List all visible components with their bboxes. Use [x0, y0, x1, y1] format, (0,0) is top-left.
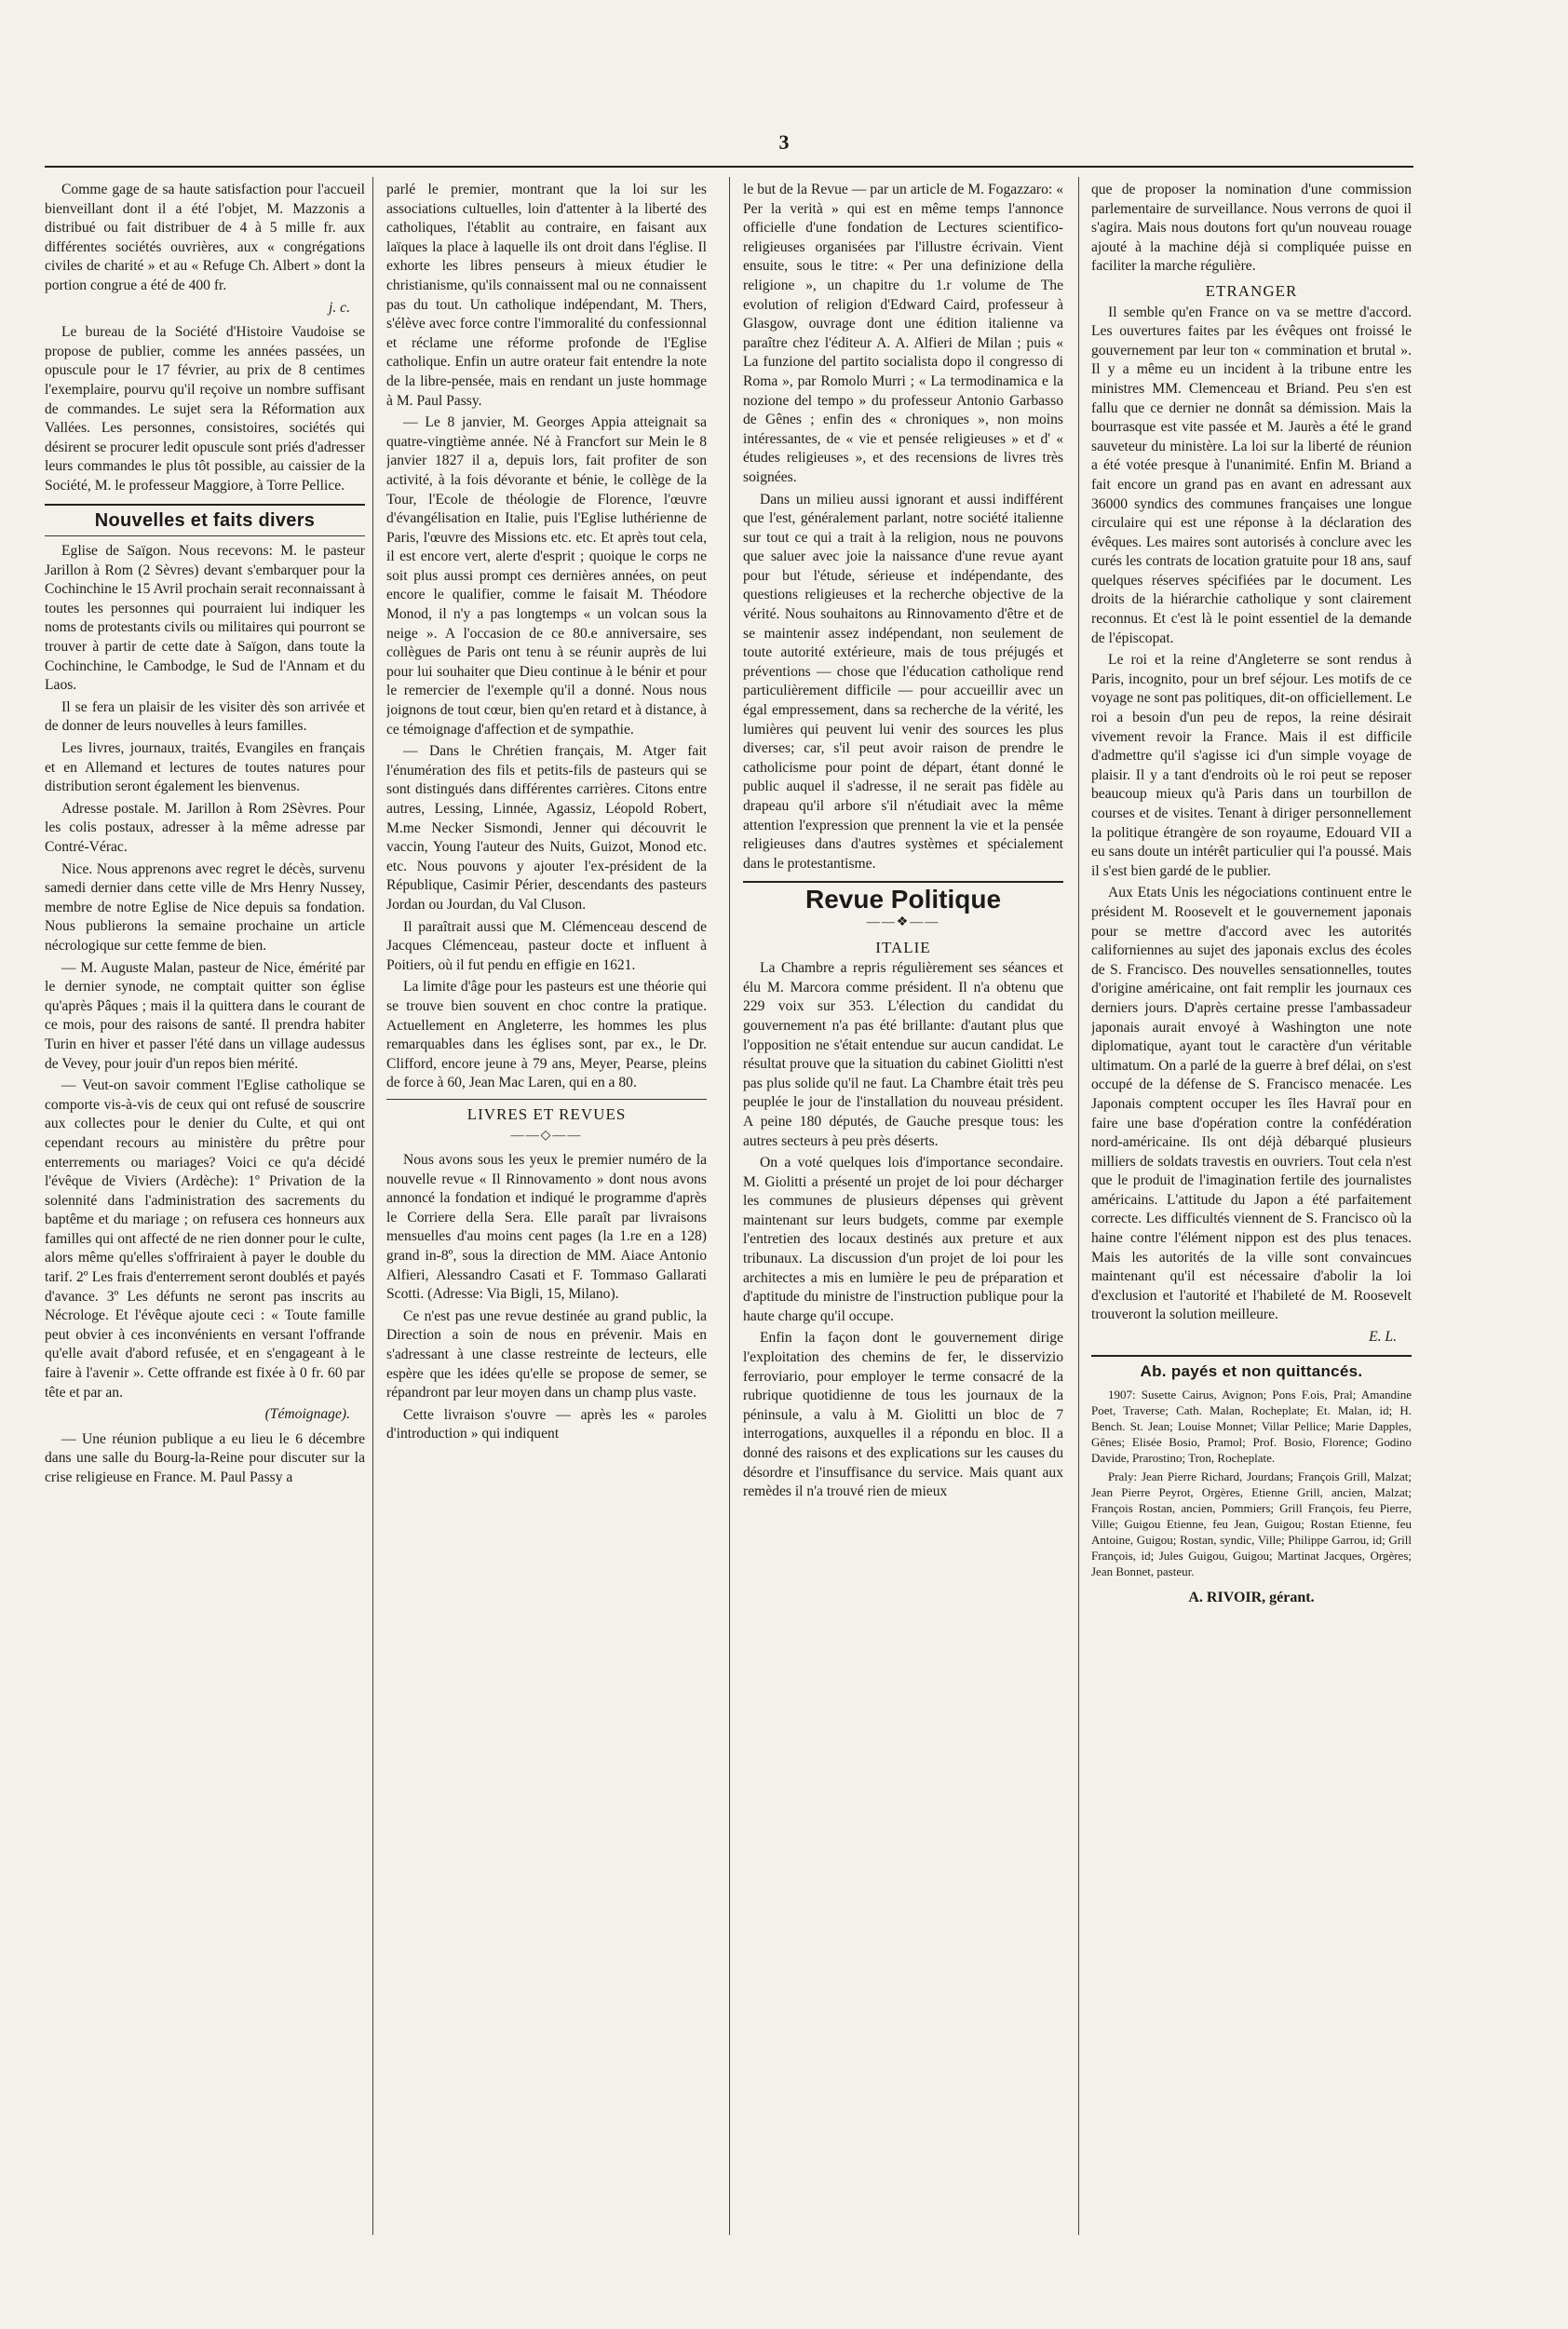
paragraph: — Le 8 janvier, M. Georges Appia atteignait sa quatre-vingtième année. Né à Francfort sur Mein le 8 janvier 1827 il a, depuis lors, fait profiter de son activité, à la fois dévorante et bénie, le collège de la Tour, l'Ecole de théologie de Florence, l'œuvre d'évangélisation en Italie, puis l'Eglise luthérienne de Paris, l'œuvre des Missions etc. etc. Et après tout cela, il est encore vert, alerte d'esprit ; quoique le corps ne soit plus aussi prompt ces dernières années, on peut encore le qualifier, comme le faisait M. Théodore Monod, il n'y a pas longtemps « un volcan sous la neige ». A l'occasion de ce 80.e anniversaire, ses collègues de Paris ont tenu à se réunir auprès de lui pour lui souhaiter que Dieu continue à le bénir et pour le remercier de l'exemple qu'il a donné. Nous nous joignons de tout cœur, bien qu'en retard et à distance, à ce témoignage d'affection et de sympathie.: [386, 414, 707, 738]
column-2: [386, 181, 707, 2234]
paragraph: Nous avons sous les yeux le premier numéro de la nouvelle revue « Il Rinnovamento » dont nous avons annoncé la fondation et indiqué le programme d'après le Corriere della Sera. Elle paraît par livraisons mensuelles d'au moins cent pages (la 1.re en a 128) grand in-8º, sous la direction de MM. Aiace Antonio Alfieri, Alessandro Casati et F. Tommaso Gallarati Scotti. (Adresse: Via Bigli, 15, Milano).: [386, 1152, 707, 1303]
column-divider: [1078, 177, 1079, 2235]
paragraph: Les livres, journaux, traités, Evangiles en français et en Allemand et lectures de toutes natures pour distribution seront également les bienvenus.: [45, 740, 365, 795]
section-rule: [1091, 1355, 1412, 1357]
paragraph: Eglise de Saïgon. Nous recevons: M. le pasteur Jarillon à Rom (2 Sèvres) devant s'embarquer pour la Cochinchine le 15 Avril prochain serait reconnaissant à toutes les personnes qui pourraient lui indiquer les noms de protestants civils ou militaires qui pourront se trouver à partir de cette date à Saïgon, dans toute la Cochinchine, le Cambodge, le Sud de l'Annam et du Laos.: [45, 543, 365, 694]
paragraph: On a voté quelques lois d'importance secondaire. M. Giolitti a présenté un projet de loi pour décharger les communes de plusieurs dépenses qui grèvent maintenant sur leurs budgets, comme par exemple l'entretien des locaux destinés aux preture et aux tribunaux. La discussion d'un projet de loi pour les architectes a mis en lumière le peu de préparation et d'aptitude du ministre de l'instruction publique pour la haute charge qu'il occupe.: [743, 1155, 1063, 1324]
ornament-icon: ——❖——: [866, 914, 940, 929]
paragraph: Adresse postale. M. Jarillon à Rom 2Sèvres. Pour les colis postaux, adresser à la même adresse par Contré-Vérac.: [45, 800, 365, 855]
paragraph: La Chambre a repris régulièrement ses séances et élu M. Marcora comme président. Il n'a obtenu que 229 voix sur 353. L'élection du candidat du gouvernement n'a pas été brillante: d'autant plus que l'opposition ne s'était entendue sur aucun candidat. Le résultat prouve que la situation du cabinet Giolitti n'est pas plus solide qu'il ne faut. La Chambre était très peu peuplée le jour de l'installation du nouveau président. A peine 180 députés, de Gauche presque tous: les autres secteurs à peu près déserts.: [743, 960, 1063, 1149]
paragraph: que de proposer la nomination d'une commission parlementaire de surveillance. Nous verrons de quoi il s'agira. Mais nous doutons fort qu'un nouveau rouage ajouté à la machine déjà si compliquée puisse en faciliter la marche régulière.: [1091, 182, 1412, 275]
section-title: LIVRES ET REVUES: [466, 1104, 627, 1123]
column-divider: [729, 177, 730, 2235]
paragraph: Dans un milieu aussi ignorant et aussi indifférent que l'est, généralement parlant, notre société italienne sur tout ce qui a trait à la religion, nous ne pouvons que saluer avec joie la naissance d'une revue ayant pour but l'étude, sérieuse et indépendante, des questions religieuses et la recherche objective de la vérité. Nous souhaitons au Rinnovamento d'être et de se maintenir assez indépendant, non seulement de toute autorité extérieure, mais de tous préjugés et préventions — chose que l'éducation catholique rend particulièrement difficile — pour accueillir avec un égal empressement, dans sa recherche de la vérité, les lumières qui peuvent lui venir des sources les plus diverses; car, s'il peut avoir raison de prendre le catholicisme pour point de départ, étant donné le public auquel il s'adresse, il ne serait pas fidèle au drapeau qu'il arbore s'il n'étudiait avec la même attention l'expression que prennent la vie et la pensée religieuses dans d'autres systèmes et spécialement dans le protestantisme.: [743, 491, 1063, 872]
subscriber-list: 1907: Susette Cairus, Avignon; Pons F.ois, Pral; Amandine Poet, Traverse; Cath. Malan, Rocheplate; Et. Malan, id; H. Bench. St. Jean; Louise Monnet; Villar Pellice; Marie Dapples, Gênes; Elisée Bosio, Pramol; Prof. Bosio, Florence; Godino Davide, Prarostino; Tron, Rocheplate.: [1091, 1388, 1412, 1466]
signature: E. L.: [1369, 1329, 1397, 1346]
paragraph: le but de la Revue — par un article de M. Fogazzaro: « Per la verità » qui est en même temps l'annonce officielle d'une fondation de Lectures scientifico-religieuses organisées par l'illustre écrivain. Vient ensuite, sous le titre: « Per una definizione della religione », un chapitre du 1.r volume de The evolution of religion d'Edward Caird, professeur à Glasgow, ouvrage dont une édition italienne va paraître chez l'éditeur A. A. Alfieri de Milan ; puis « La funzione del partito socialista dopo il congresso di Roma », par Romolo Murri ; « La termodinamica e la nozione del tempo » du professeur Antonio Garbasso de Gênes ; enfin des « chroniques », non moins intéressantes, de « vie et pensée religieuses » et d' « études religieuses », et des recensions de livres très soignées.: [743, 182, 1063, 485]
subscriber-list: Praly: Jean Pierre Richard, Jourdans; François Grill, Malzat; Jean Pierre Peyrot, Orgères, Etienne Grill, ancien, Malzat; François Rostan, ancien, Pommiers; Grill François, feu Pierre, Ville; Guigou Etienne, feu Jean, Guigou; Rostan Etienne, feu Antoine, Guigou; Rostan, syndic, Ville; Philippe Garrou, id; Grill François, id; Jules Guigou, Guigou; Martinat Jacques, Orgères; Jean Bonnet, pasteur.: [1091, 1469, 1412, 1579]
page-number: 3: [778, 130, 790, 154]
paragraph: Il paraîtrait aussi que M. Clémenceau descend de Jacques Clémenceau, pasteur docte et influent à Poitiers, où il fut pendu en effigie en 1621.: [386, 918, 707, 973]
paragraph: — Veut-on savoir comment l'Eglise catholique se comporte vis-à-vis de ceux qui ont refusé de souscrire aux collectes pour le denier du Culte, et qui ont cependant recours au ministère du prêtre pour enterrements ou mariages? Voici ce qu'a décidé l'évêque de Viviers (Ardèche): 1º Privation de la solennité dans l'administration des sacrements du baptême et du mariage ; on refusera ces honneurs aux familles qui ont affecté de ne rien donner pour le culte, alors même qu'elles s'offriraient à payer le double du tarif. 2º Les frais d'enterrement seront doublés et payés d'avance. 3º Les défunts ne seront pas inscrits au Nécrologe. Et l'évêque ajoute ceci : « Toute famille peut obvier à ces inconvénients en versant l'offrande qu'elle avait d'abord refusée, et en s'engageant à le faire à l'avenir ». Cette offrande est fixée à 0 fr. 60 par tête et par an.: [45, 1077, 365, 1401]
paragraph: parlé le premier, montrant que la loi sur les associations cultuelles, loin d'attenter à la liberté des catholiques, l'établit au contraire, en faisant aux laïques la place à laquelle ils ont droit dans l'église. Il exhorte les libres penseurs à mieux étudier le christianisme, qu'ils connaissent mal ou ne connaissent pas du tout. Un catholique indépendant, M. Thers, s'élève avec force contre l'immoralité du confessionnal et réclame une réforme profonde de l'Eglise catholique. Enfin un autre orateur fait entendre la note de la libre-pensée, mais en rendant un juste hommage à M. Paul Passy.: [386, 182, 707, 409]
column-4: [1091, 181, 1412, 2234]
section-subtitle: ETRANGER: [1205, 281, 1298, 300]
paragraph: Comme gage de sa haute satisfaction pour l'accueil bienveillant dont il a été l'objet, M. Mazzonis a distribué ou fait distribuer de 4 à 5 mille fr. aux différentes sociétés ouvrières, aux « congrégations civiles de charité » et au « Refuge Ch. Albert » dont la portion congrue a été de 400 fr.: [45, 182, 365, 293]
paragraph: La limite d'âge pour les pasteurs est une théorie qui se trouve bien souvent en choc contre la pratique. Actuellement en Angleterre, les hommes les plus remarquables dans les églises sont, par ex., le Dr. Clifford, encore jeune à 79 ans, Meyer, Pearse, pleins de force à 60, Jean Mac Laren, qui en a 80.: [386, 979, 707, 1091]
section-rule: [386, 1099, 707, 1100]
paragraph: Ce n'est pas une revue destinée au grand public, la Direction a soin de nous en prévenir. Mais en s'adressant à une classe restreinte de lecteurs, elle espère que les idées qu'elle se propose de semer, se répandront par leur moyen dans un champ plus vaste.: [386, 1307, 707, 1401]
section-title: Nouvelles et faits divers: [94, 509, 316, 531]
paragraph: — Dans le Chrétien français, M. Atger fait l'énumération des fils et petits-fils de pasteurs qui se sont distingués dans différentes carrières. Citons entre autres, Lessing, Linnée, Agassiz, Léopold Robert, M.me Necker Sismondi, Jenner qui découvrit le vaccin, Young l'auteur des Nuits, Guizot, Monod etc. etc. Nous pouvons y ajouter l'ex-président de la République, Casimir Périer, descendants des pasteurs Jordan ou Jourdan, du Val Cluson.: [386, 743, 707, 913]
paragraph: Enfin la façon dont le gouvernement dirige l'exploitation des chemins de fer, le disservizio ferroviario, pour employer le terme consacré de la rubrique quotidienne de tous les journaux de la péninsule, a valu à M. Giolitti un bloc de 7 interrogations, auxquelles il a répondu en bloc. Il a donné des raisons et des explications sur les causes du désordre et l'insuffisance du service. Mais quant aux remèdes il n'a trouvé rien de mieux: [743, 1330, 1063, 1500]
signature: j. c.: [329, 299, 350, 316]
ornament-icon: ——◇——: [510, 1128, 583, 1143]
section-rule: [45, 535, 365, 536]
section-subtitle: ITALIE: [875, 938, 931, 956]
signature: (Témoignage).: [264, 1406, 350, 1423]
section-rule: [45, 504, 365, 506]
top-rule: [45, 166, 1413, 168]
paragraph: Il semble qu'en France on va se mettre d'accord. Les ouvertures faites par les évêques ont froissé le gouvernement par leur ton « commination et brutal ». Il y a même eu un incident à la tribune entre les ministres MM. Clemenceau et Briand. Peu s'en est fallu que ce dernier ne donnât sa démission. Mais la bourrasque est vite passée et M. Jaurès a été le grand sauveteur du ministère. La loi sur la liberté de réunion a été votée presque à l'unanimité. Enfin M. Briand a fait encore un grand pas en avant en adressant aux 36000 syndics des communes françaises une longue circulaire qui est une réponse à la déclaration des évêques. Les maires sont autorisés à conclure avec les curés les contrats de location gratuite pour 18 ans, sauf quelques réserves spécifiées par le document. Les droits de la hiérarchie catholique y sont clairement reconnus. Et c'est là le point essentiel de la demande de l'épiscopat.: [1091, 304, 1412, 646]
paragraph: Le bureau de la Société d'Histoire Vaudoise se propose de publier, comme les années passées, un opuscule pour le 17 février, au prix de 8 centimes l'exemplaire, pourvu qu'il reçoive un nombre suffisant de commandes. Le sujet sera la Réformation aux Vallées. Les personnes, consistoires, sociétés qui désirent se procurer ledit opuscule sont priés d'adresser leurs commandes le plus tôt possible, au caissier de la Société, M. le professeur Maggiore, à Torre Pellice.: [45, 324, 365, 494]
section-title: Ab. payés et non quittancés.: [1140, 1361, 1363, 1380]
paragraph: Nice. Nous apprenons avec regret le décès, survenu samedi dernier dans cette ville de Mrs Henry Nussey, membre de notre Eglise de Nice depuis sa fondation. Nous publierons la semaine prochaine un article nécrologique sur cette femme de bien.: [45, 860, 365, 954]
paragraph: Le roi et la reine d'Angleterre se sont rendus à Paris, incognito, pour un bref séjour. Les motifs de ce voyage ne sont pas politiques, dit-on officiellement. Le roi a besoin d'un peu de repos, la reine désirait vivement revoir la France. Mais il est difficile d'admettre qu'il s'agisse ici d'un simple voyage de plaisir. Il y a tant d'endroits où le roi peut se reposer beaucoup mieux qu'à Paris dans un tourbillon de courses et de visites. Tenant à diriger personnellement la politique étrangère de son royaume, Edouard VII a eu sans doute un intérêt particulier qui l'a poussé. Mais il s'est bien gardé de le publier.: [1091, 652, 1412, 879]
paragraph: Aux Etats Unis les négociations continuent entre le président M. Roosevelt et le gouvernement japonais pour se mettre d'accord avec les autorités californiennes au sujet des japonais exclus des écoles de S. Francisco. Des nouvelles sensationnelles, toutes d'origine américaine, ont fait remplir les journaux ces derniers jours. D'après certaine presse l'ambassadeur japonais aurait envoyé à Washington une note diplomatique, ayant tout le caractère d'un véritable ultimatum. On a parlé de la guerre à bref délai, on s'est occupé de la défense de S. Francisco menacée. Les Japonais comptent occuper les îles Havraï pour en faire une base d'opération contre la confédération nord-américaine. Ils ont déjà débarqué plusieurs milliers de soldats travestis en ouvriers. Tout cela n'est que le produit de l'imagination fertile des journalistes américains. L'attitude du Japon a été parfaitement correcte. Les difficultés viennent de S. Francisco où la haine contre l'élément nippon est des plus tenaces. Mais les autorités de la ville sont convaincues maintenant qu'il est nécessaire d'abolir la loi d'exclusion et l'autorité et l'habileté de M. Roosevelt trouveront la solution meilleure.: [1091, 885, 1412, 1323]
paragraph: — Une réunion publique a eu lieu le 6 décembre dans une salle du Bourg-la-Reine pour discuter sur la crise religieuse en France. M. Paul Passy a: [45, 1430, 365, 1485]
column-3: [743, 181, 1063, 2234]
paragraph: Cette livraison s'ouvre — après les « paroles d'introduction » qui indiquent: [386, 1406, 707, 1442]
section-title: Revue Politique: [804, 885, 1002, 914]
publisher-signature: A. RIVOIR, gérant.: [1188, 1590, 1315, 1606]
column-divider: [372, 177, 373, 2235]
paragraph: Il se fera un plaisir de les visiter dès son arrivée et de donner de leurs nouvelles à leurs familles.: [45, 698, 365, 735]
section-rule: [743, 881, 1063, 883]
column-1: [45, 181, 365, 2234]
paragraph: — M. Auguste Malan, pasteur de Nice, émérité par le dernier synode, ne comptait quitter son église qu'après Pâques ; mais il la quittera dans le courant de ce mois, pour des raisons de santé. Il prendra habiter Turin en hiver et passer l'été dans un village audessus de Vevey, pour jouir d'un repos bien mérité.: [45, 959, 365, 1072]
